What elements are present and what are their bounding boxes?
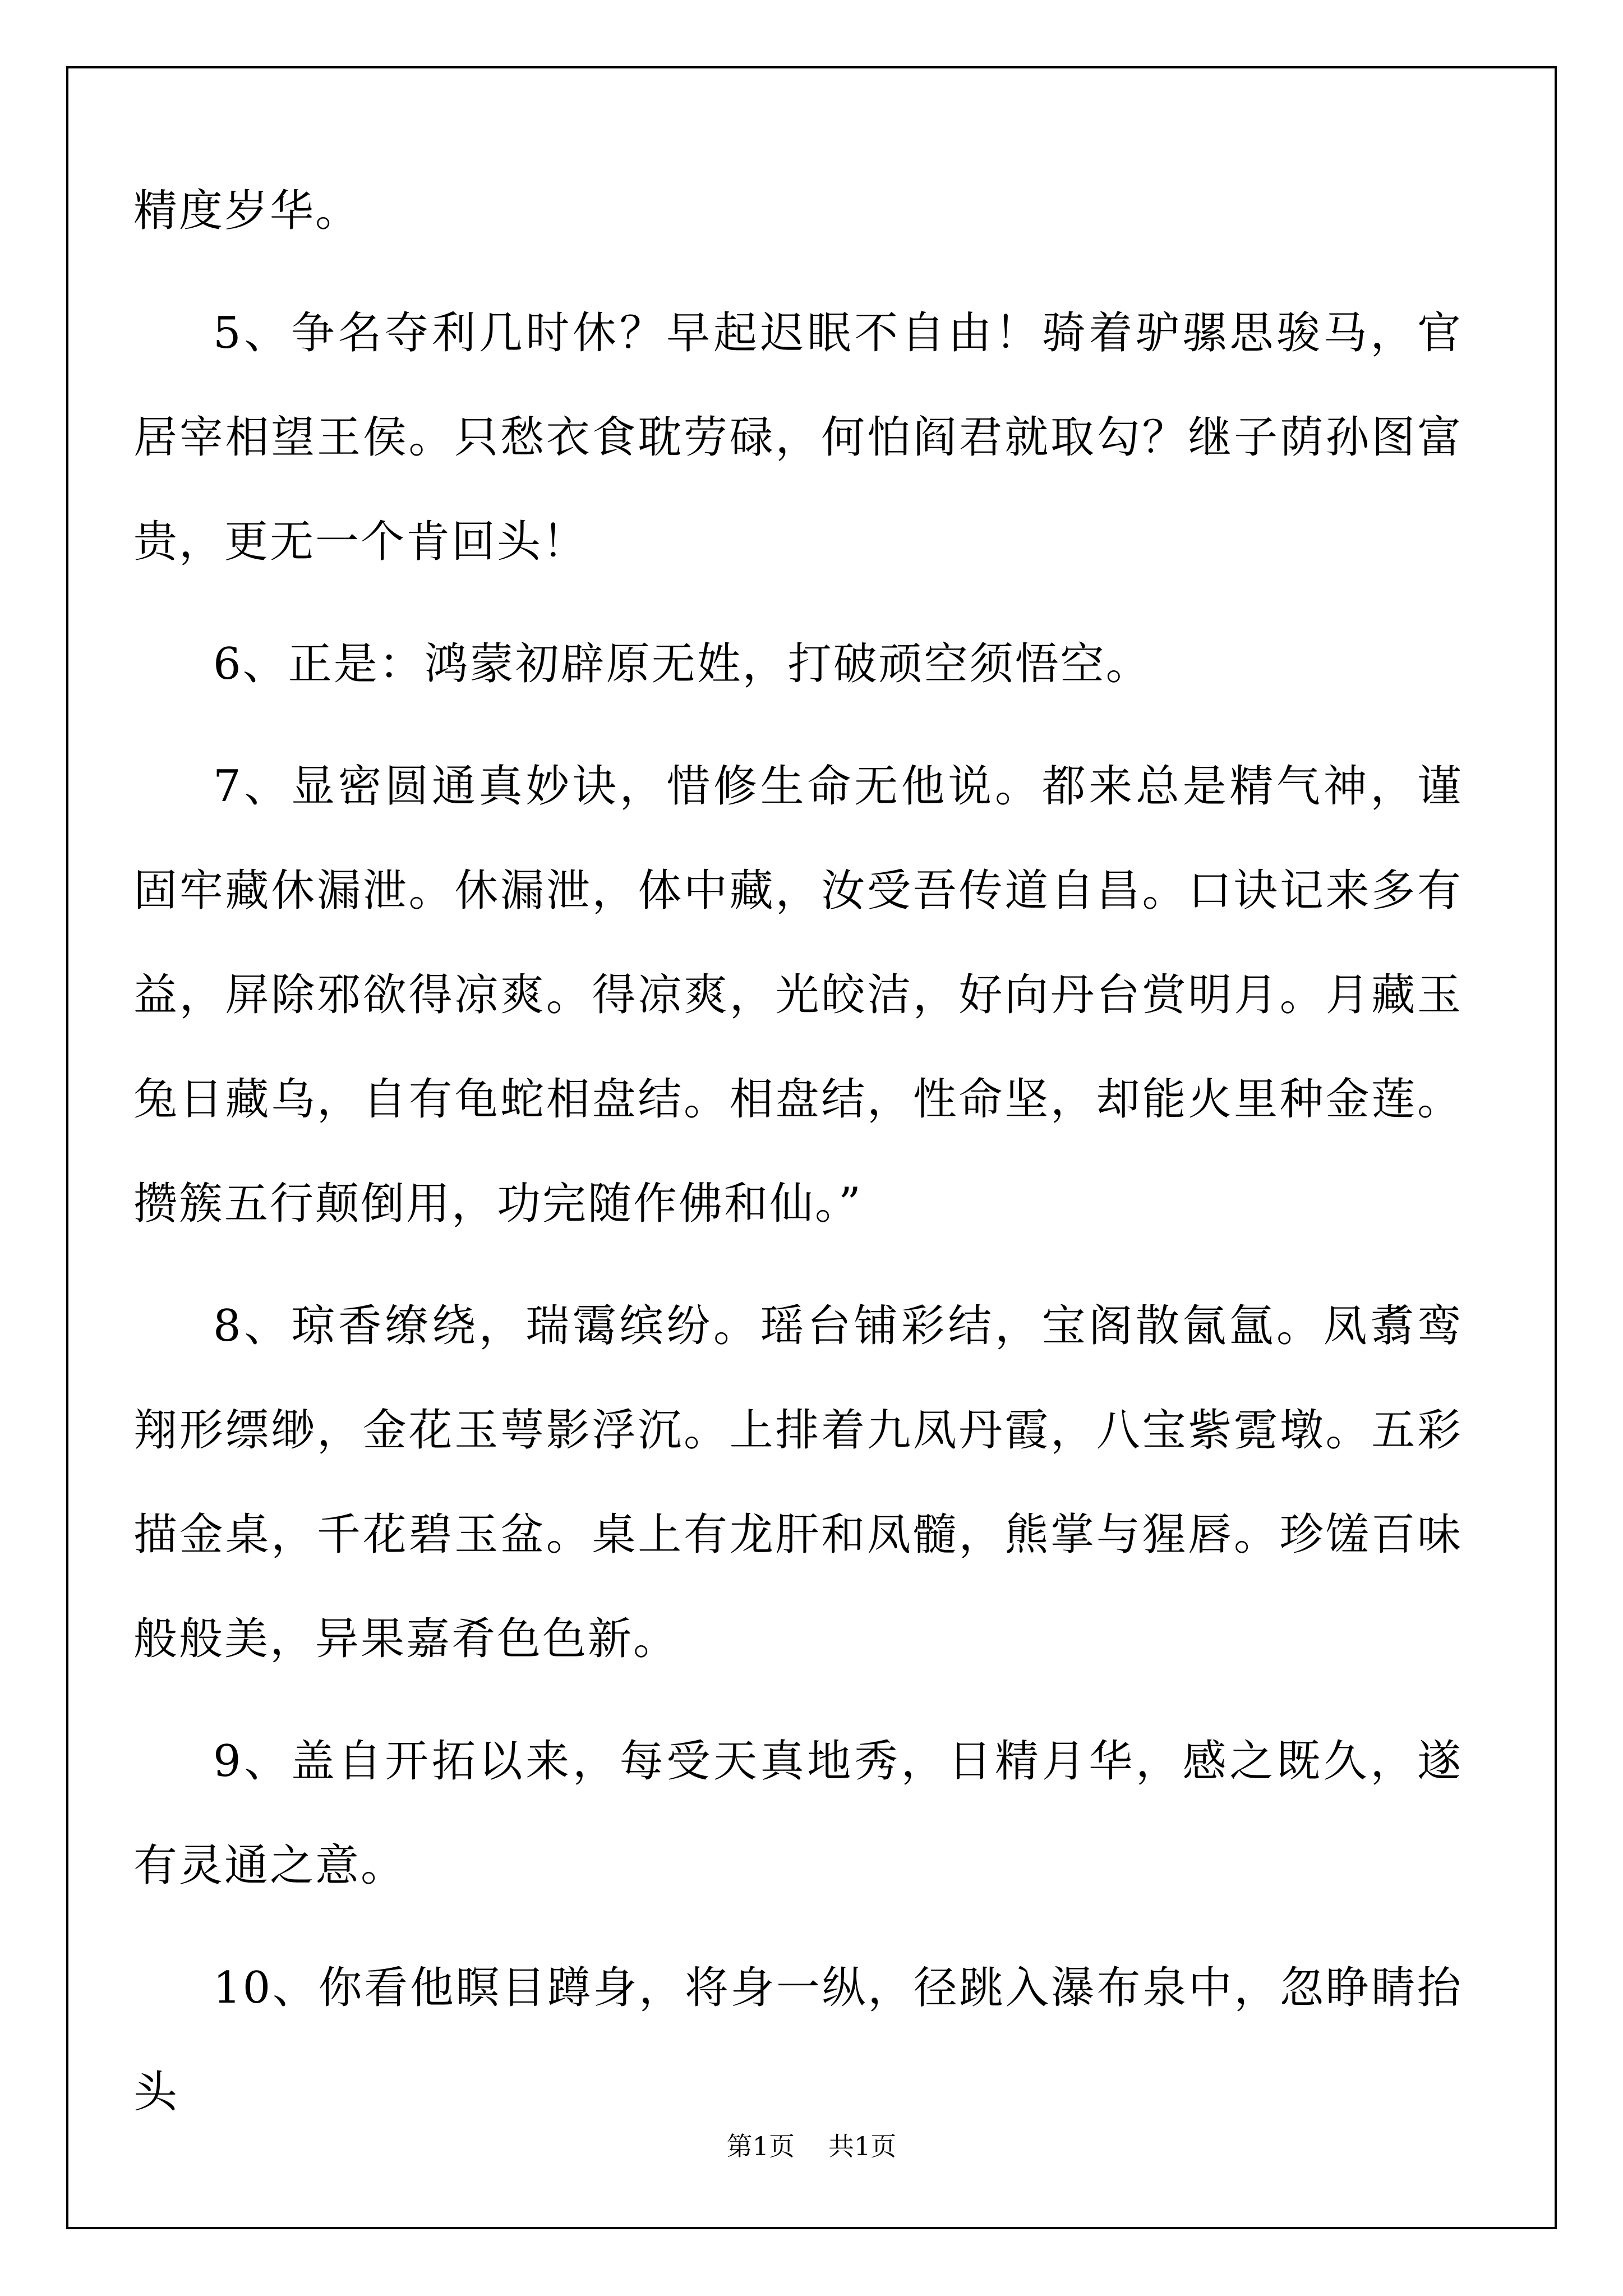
- page-total: 共1页: [828, 2131, 897, 2161]
- paragraph-5: 5、争名夺利几时休？早起迟眠不自由！骑着驴骡思骏马，官居宰相望王侯。只愁衣食耽劳碌，何怕阎君就取勾？继子荫孙图富贵，更无一个肯回头！: [133, 308, 1463, 567]
- paragraph-6: 6、正是：鸿蒙初辟原无姓，打破顽空须悟空。: [213, 639, 1151, 689]
- paragraph-8: 8、琼香缭绕，瑞霭缤纷。瑶台铺彩结，宝阁散氤氲。凤翥鸾翔形缥缈，金花玉萼影浮沉。上排着九凤丹霞，八宝紫霓墩。五彩描金桌，千花碧玉盆。桌上有龙肝和凤髓，熊掌与猩唇。珍馐百味般般美，异果嘉肴色色新。: [133, 1301, 1463, 1664]
- page-number: 第1页: [726, 2131, 795, 2161]
- page-footer: [0, 2126, 1623, 2163]
- paragraph-10: 10、你看他瞑目蹲身，将身一纵，径跳入瀑布泉中，忽睁睛抬头: [133, 1963, 1463, 2118]
- paragraph-7: 7、显密圆通真妙诀，惜修生命无他说。都来总是精气神，谨固牢藏休漏泄。休漏泄，体中藏，汝受吾传道自昌。口诀记来多有益，屏除邪欲得凉爽。得凉爽，光皎洁，好向丹台赏明月。月藏玉兔日藏乌，自有龟蛇相盘结。相盘结，性命坚，却能火里种金莲。攒簇五行颠倒用，功完随作佛和仙。”: [133, 761, 1463, 1229]
- document-body: [133, 159, 1463, 2145]
- paragraph-9: 9、盖自开拓以来，每受天真地秀，日精月华，感之既久，遂有灵通之意。: [133, 1736, 1463, 1891]
- paragraph-continuation: 精度岁华。: [133, 186, 361, 236]
